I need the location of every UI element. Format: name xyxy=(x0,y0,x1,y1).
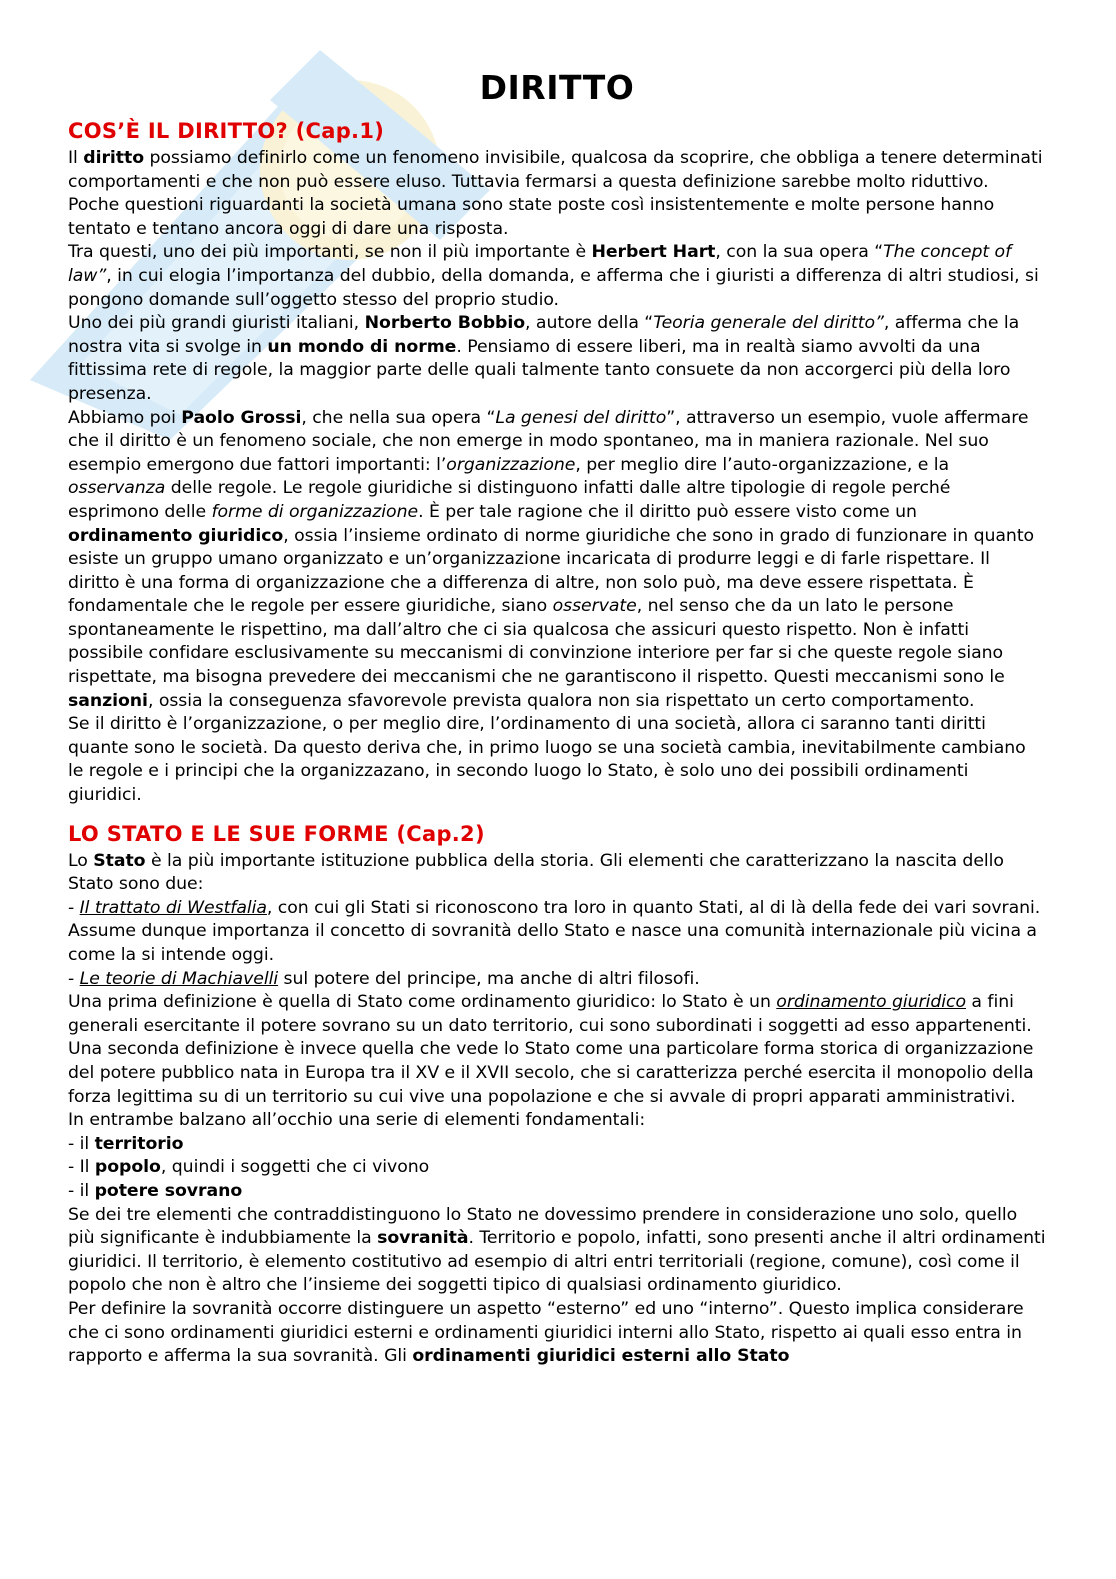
bold-term: diritto xyxy=(83,148,145,168)
bold-term: Paolo Grossi xyxy=(181,407,302,428)
italic-term: osservanza xyxy=(68,478,166,499)
text: , afferma che la nostra vita si svolge in xyxy=(68,313,1020,357)
list-item xyxy=(68,1180,1046,1204)
bold-term: ordinamenti giuridici esterni allo Stato xyxy=(412,1346,790,1367)
paragraph xyxy=(68,407,1046,714)
underlined-term: ordinamento giuridico xyxy=(776,992,966,1013)
bold-term: Norberto Bobbio xyxy=(364,313,526,334)
text: , per meglio dire l’auto-organizzazione, e la xyxy=(575,454,950,475)
bold-term: sovranità xyxy=(377,1228,469,1249)
italic-term: forme di organizzazione xyxy=(211,501,419,522)
paragraph xyxy=(68,850,1046,897)
italic-title: La genesi del diritto xyxy=(495,407,667,428)
bold-term: potere sovrano xyxy=(94,1180,243,1201)
document-title: DIRITTO xyxy=(479,68,635,107)
bold-term: ordinamento giuridico xyxy=(68,525,284,546)
text: . Territorio e popolo, infatti, sono presenti anche il altri ordinamenti giuridici. Il territorio, è elemento costitutivo ad esempio di altri entri territoriali (regione, comune), così come il popolo che non è altro che l’insieme dei soggetti tipico di qualsiasi ordinamento giuridico. xyxy=(68,1228,1046,1296)
text: , ossia l’insieme ordinato di norme giuridiche che sono in grado di funzionare in quanto esiste un gruppo umano organizzato e un’organizzazione incaricata di produrre leggi e di farle rispettare. Il diritto è una forma di organizzazione che a differenza di altre, non solo può, ma deve essere rispettata. È fondamentale che le regole per essere giuridiche, siano xyxy=(68,525,1035,617)
text: Il xyxy=(68,148,84,168)
text: , nel senso che da un lato le persone spontaneamente le rispettino, ma dall’altro che ci sia qualcosa che assicuri questo rispetto. Non è infatti possibile confidare esclusivamente su meccanismi di convinzione interiore per far si che queste regole siano rispettate, ma bisogna prevedere dei meccanismi che ne garantiscono il rispetto. Questi meccanismi sono le xyxy=(68,596,1005,688)
paragraph xyxy=(68,897,1046,968)
paragraph: Una seconda definizione è invece quella che vede lo Stato come una particolare forma storica di organizzazione del potere pubblico nata in Europa tra il XV e il XVII secolo, che si caratterizza perché esercita il monopolio della forza legittima su di un territorio su cui vive una popolazione e che si avvale di propri apparati amministrativi. xyxy=(68,1039,1034,1107)
section-body-cap2 xyxy=(68,850,1046,1369)
paragraph xyxy=(68,147,1046,194)
text: . Pensiamo di essere liberi, ma in realtà siamo avvolti da una fittissima rete di regole, la maggior parte delle quali talmente tanto consuete da non accorgerci più della loro presenza. xyxy=(68,336,1011,404)
text: Lo xyxy=(68,850,94,871)
text: a fini generali esercitante il potere sovrano su un dato territorio, cui sono subordinati i soggetti ad esso appartenenti. xyxy=(68,992,1032,1036)
text: - il xyxy=(68,1133,95,1154)
paragraph xyxy=(68,991,1046,1038)
italic-title: Teoria generale del diritto” xyxy=(653,313,884,334)
section-heading-cap1: COS’È IL DIRITTO? (Cap.1) xyxy=(68,119,385,143)
section-body-cap1 xyxy=(68,147,1046,808)
bold-term: sanzioni xyxy=(68,690,148,711)
text: - xyxy=(68,897,80,918)
text: Se dei tre elementi che contraddistinguono lo Stato ne dovessimo prendere in considerazione uno solo, quello più significante è indubbiamente la xyxy=(68,1204,1018,1249)
text: possiamo definirlo come un fenomeno invisibile, qualcosa da scoprire, che obbliga a tenere determinati comportamenti e che non può essere eluso. Tuttavia fermarsi a questa definizione sarebbe molto riduttivo. xyxy=(68,148,1043,192)
paragraph: In entrambe balzano all’occhio una serie di elementi fondamentali: xyxy=(68,1110,646,1131)
paragraph xyxy=(68,968,1046,992)
text: - xyxy=(68,968,80,989)
paragraph: Se il diritto è l’organizzazione, o per meglio dire, l’ordinamento di una società, allora ci saranno tanti diritti quante sono le società. Da questo deriva che, in primo luogo se una società cambia, inevitabilmente cambiano le regole e i principi che la organizzazano, in secondo luogo lo Stato, è solo uno dei possibili ordinamenti giuridici. xyxy=(68,714,1026,806)
text: ”, attraverso un esempio, vuole affermare che il diritto è un fenomeno sociale, che non emerge in modo spontaneo, ma in maniera razionale. Nel suo esempio emergono due fattori importanti: l’ xyxy=(68,407,1029,475)
italic-term: organizzazione xyxy=(446,454,576,475)
bold-term: un mondo di norme xyxy=(267,336,457,357)
text: , quindi i soggetti che ci vivono xyxy=(160,1157,430,1178)
underlined-term: Le teorie di Machiavelli xyxy=(79,968,279,989)
paragraph xyxy=(68,312,1046,406)
bold-term: territorio xyxy=(94,1133,184,1154)
underlined-term: Il trattato di Westfalia xyxy=(79,897,267,918)
text: è la più importante istituzione pubblica della storia. Gli elementi che caratterizzano la nascita dello Stato sono due: xyxy=(68,850,1004,895)
section-heading-cap2: LO STATO E LE SUE FORME (Cap.2) xyxy=(68,821,485,846)
bold-term: popolo xyxy=(94,1157,161,1178)
text: Uno dei più grandi giuristi italiani, xyxy=(68,313,365,334)
text: delle regole. Le regole giuridiche si distinguono infatti dalle altre tipologie di regole perché esprimono delle xyxy=(68,478,951,522)
text: Una prima definizione è quella di Stato come ordinamento giuridico: lo Stato è un xyxy=(68,992,777,1013)
paragraph xyxy=(68,1204,1046,1298)
text: . È per tale ragione che il diritto può essere visto come un xyxy=(418,501,917,522)
text: - il xyxy=(68,1180,95,1201)
bold-term: Stato xyxy=(93,850,146,871)
paragraph: Poche questioni riguardanti la società umana sono state poste così insistentemente e molte persone hanno tentato e tentano ancora oggi di dare una risposta. xyxy=(68,195,995,239)
text: , in cui elogia l’importanza del dubbio, della domanda, e afferma che i giuristi a differenza di altri studiosi, si pongono domande sull’oggetto stesso del proprio studio. xyxy=(68,265,1039,310)
italic-title: The concept of law” xyxy=(68,242,1012,286)
text: Tra questi, uno dei più importanti, se non il più importante è xyxy=(68,242,592,263)
list-item xyxy=(68,1156,1046,1180)
text: , che nella sua opera “ xyxy=(301,407,496,428)
paragraph xyxy=(68,241,1046,312)
text: - Il xyxy=(68,1157,95,1178)
text: , ossia la conseguenza sfavorevole prevista qualora non sia rispettato un certo comportamento. xyxy=(147,690,975,711)
paragraph xyxy=(68,1298,1046,1369)
text: sul potere del principe, ma anche di altri filosofi. xyxy=(278,968,700,989)
text: , autore della “ xyxy=(525,313,654,334)
text: Per definire la sovranità occorre distinguere un aspetto “esterno” ed uno “interno”. Questo implica considerare che ci sono ordinamenti giuridici esterni e ordinamenti giuridici interni allo Stato, rispetto ai quali esso entra in rapporto e afferma la sua sovranità. Gli xyxy=(68,1298,1024,1367)
italic-term: osservate xyxy=(552,596,637,617)
text: , con la sua opera “ xyxy=(715,242,884,263)
text: Abbiamo poi xyxy=(68,407,182,428)
list-item xyxy=(68,1133,1046,1157)
text: , con cui gli Stati si riconoscono tra loro in quanto Stati, al di là della fede dei vari sovrani. Assume dunque importanza il concetto di sovranità dello Stato e nasce una comunità internazionale più vicina a come la si intende oggi. xyxy=(68,897,1041,965)
bold-term: Herbert Hart xyxy=(591,242,716,263)
